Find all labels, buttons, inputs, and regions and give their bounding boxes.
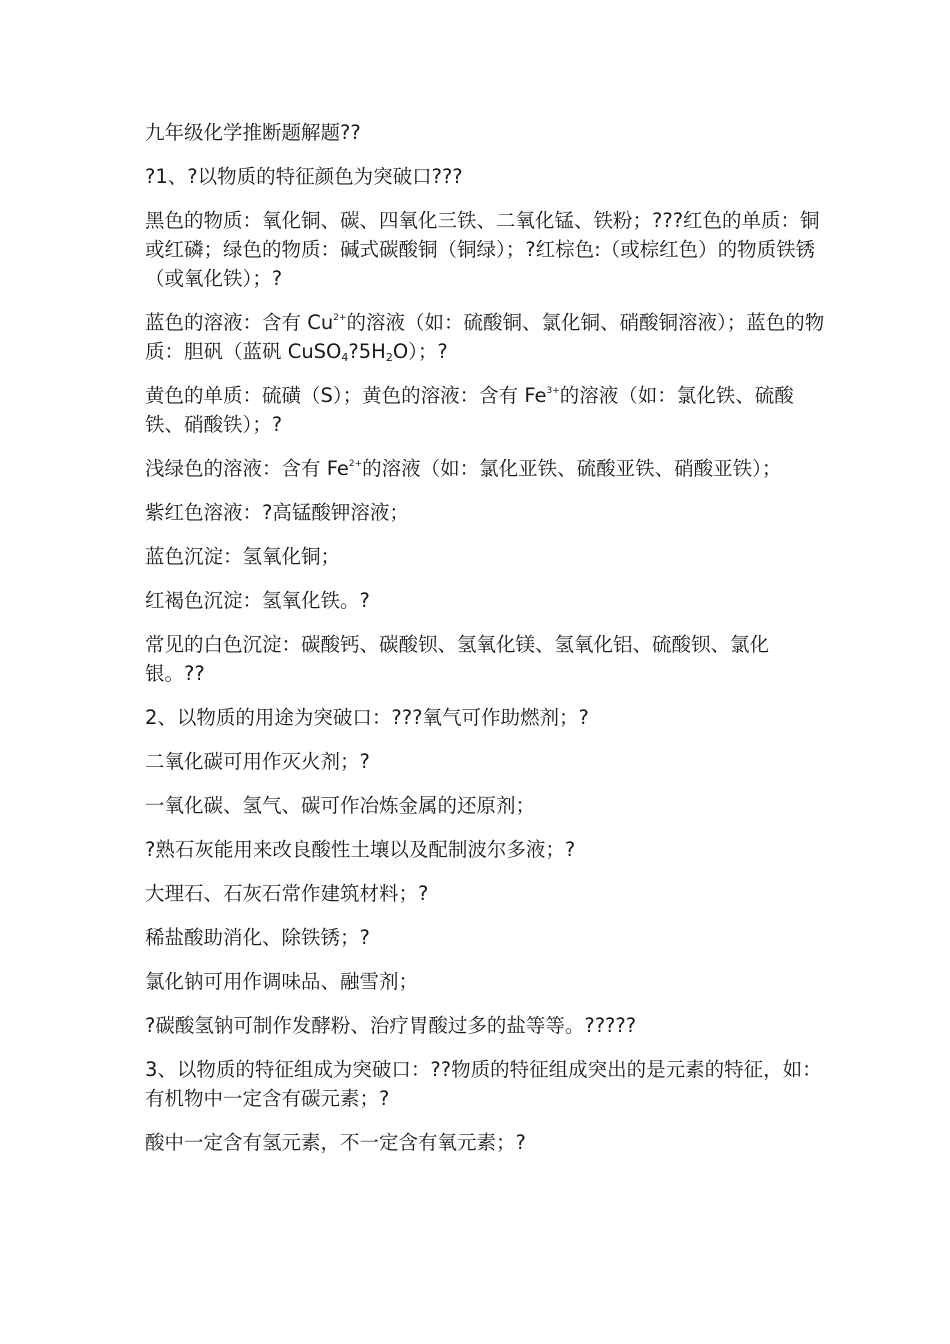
- superscript: 3+: [546, 386, 560, 396]
- paragraph-sodium-chloride: 氯化钠可用作调味品、融雪剂；: [145, 970, 419, 993]
- paragraph-acid-elements: 酸中一定含有氢元素，不一定含有氧元素；?: [145, 1131, 526, 1154]
- subscript: 4: [341, 351, 349, 364]
- paragraph-red-brown-precipitate: 红褐色沉淀：氢氧化铁。?: [145, 589, 370, 612]
- text-run: ?5H: [348, 340, 386, 363]
- paragraph-sodium-bicarbonate: ?碳酸氢钠可制作发酵粉、治疗胃酸过多的盐等等。?????: [145, 1014, 637, 1037]
- paragraph-section-1-heading: ?1、?以物质的特征颜色为突破口???: [145, 165, 463, 188]
- paragraph-dilute-hcl: 稀盐酸助消化、除铁锈；?: [145, 926, 370, 949]
- paragraph-yellow: [145, 381, 825, 439]
- paragraph-slaked-lime: ?熟石灰能用来改良酸性土壤以及配制波尔多液；?: [145, 838, 576, 861]
- superscript: 2+: [333, 313, 347, 323]
- paragraph-reducing-agents: 一氧化碳、氢气、碳可作冶炼金属的还原剂；: [145, 794, 536, 817]
- text-run: 浅绿色的溶液：含有 Fe: [145, 457, 349, 480]
- paragraph-black-red-green: 黑色的物质：氧化铜、碳、四氧化三铁、二氧化锰、铁粉；???红色的单质：铜或红磷；绿色的物质：碱式碳酸铜（铜绿）；?红棕色:（或棕红色）的物质铁锈（或氧化铁）；?: [145, 209, 820, 290]
- subscript: 2: [385, 351, 393, 364]
- superscript: 2+: [348, 459, 363, 469]
- paragraph-section-2-heading: 2、以物质的用途为突破口：???氧气可作助燃剂；?: [145, 706, 589, 729]
- paragraph-white-precipitate: 常见的白色沉淀：碳酸钙、碳酸钡、氢氧化镁、氢氧化铝、硫酸钡、氯化银。??: [145, 633, 770, 685]
- text-run: 的溶液（如：氯化铁、硫酸铁、硝酸铁）；?: [145, 384, 794, 436]
- text-run: O）；?: [392, 340, 448, 363]
- paragraph-purple-solution: 紫红色溶液：?高锰酸钾溶液；: [145, 501, 409, 524]
- text-run: 的溶液（如：氯化亚铁、硫酸亚铁、硝酸亚铁）；: [362, 457, 782, 480]
- paragraph-light-green: [145, 454, 825, 483]
- document-title: 九年级化学推断题解题??: [145, 121, 361, 144]
- paragraph-marble-limestone: 大理石、石灰石常作建筑材料；?: [145, 882, 429, 905]
- paragraph-co2-use: 二氧化碳可用作灭火剂；?: [145, 750, 370, 773]
- text-run: 黄色的单质：硫磺（S）；黄色的溶液：含有 Fe: [145, 384, 547, 407]
- document-body: [145, 118, 825, 1172]
- paragraph-blue-precipitate: 蓝色沉淀：氢氧化铜；: [145, 545, 341, 568]
- paragraph-blue-solution: [145, 308, 825, 366]
- paragraph-section-3-heading: 3、以物质的特征组成为突破口：??物质的特征组成突出的是元素的特征，如：有机物中一定含有碳元素；?: [145, 1058, 822, 1110]
- text-run: 的溶液（如：硫酸铜、氯化铜、硝酸铜溶液）；蓝色的物质：胆矾（蓝矾 CuSO: [145, 311, 825, 363]
- text-run: 蓝色的溶液：含有 Cu: [145, 311, 334, 334]
